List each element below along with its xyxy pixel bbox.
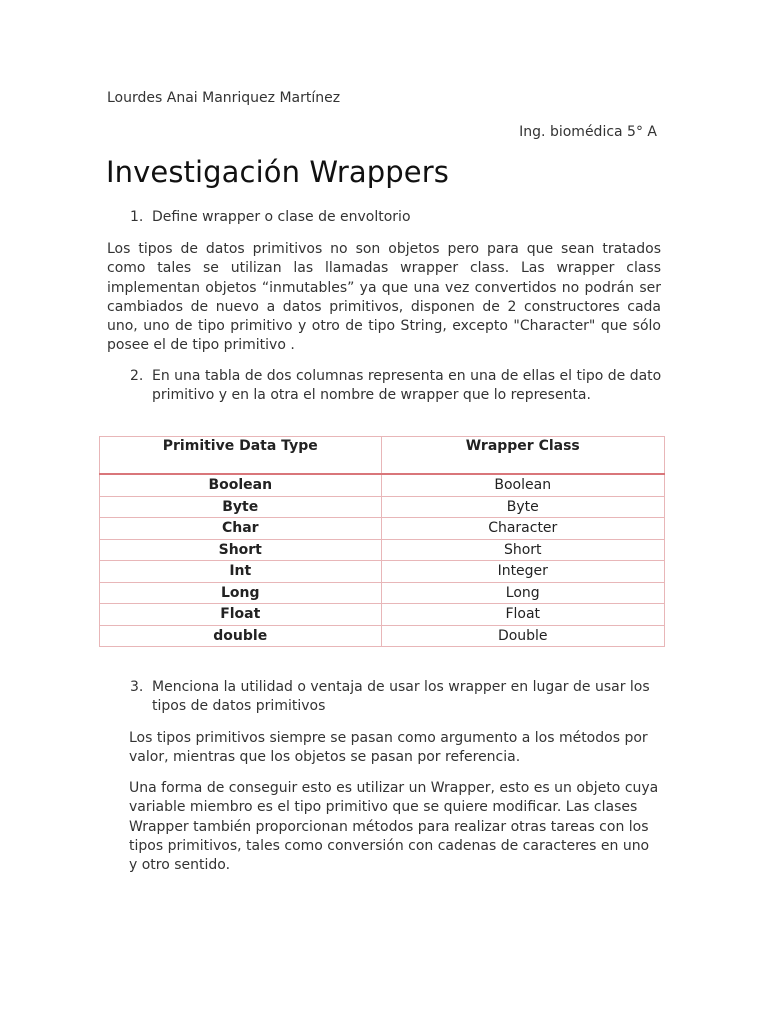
primitive-type-cell: Char xyxy=(100,518,382,540)
primitive-type-cell: Long xyxy=(100,582,382,604)
wrapper-class-cell: Integer xyxy=(381,561,665,583)
primitive-type-cell: Short xyxy=(100,539,382,561)
question-1 xyxy=(130,208,670,227)
answer-1-paragraph: Los tipos de datos primitivos no son objetos pero para que sean tratados como tales se utilizan las llamadas wrapper class. Las wrapper class implementan objetos “inmutables” ya que una vez convertidos no podrán ser cambiados de nuevo a datos primitivos, disponen de 2 constructores cada uno, uno de tipo primitivo y otro de tipo String, excepto "Character" que sólo posee el de tipo primitivo . xyxy=(107,241,661,354)
question-number: 2. xyxy=(130,368,144,384)
question-text: Define wrapper o clase de envoltorio xyxy=(152,209,411,225)
question-number: 1. xyxy=(130,209,144,225)
column-header-wrapper: Wrapper Class xyxy=(381,437,665,475)
table-row xyxy=(100,625,665,647)
wrapper-class-cell: Byte xyxy=(381,496,665,518)
table-row xyxy=(100,561,665,583)
wrapper-table xyxy=(99,436,665,647)
table-row xyxy=(100,518,665,540)
question-number: 3. xyxy=(130,679,144,695)
question-text: Menciona la utilidad o ventaja de usar los wrapper en lugar de usar los tipos de datos primitivos xyxy=(152,679,650,714)
table-row xyxy=(100,539,665,561)
answer-3-paragraph-1: Los tipos primitivos siempre se pasan como argumento a los métodos por valor, mientras que los objetos se pasan por referencia. xyxy=(129,730,648,766)
question-3 xyxy=(130,678,650,716)
wrapper-class-cell: Character xyxy=(381,518,665,540)
question-text: En una tabla de dos columnas representa en una de ellas el tipo de dato primitivo y en la otra el nombre de wrapper que lo representa. xyxy=(152,368,662,403)
wrapper-class-cell: Long xyxy=(381,582,665,604)
primitive-type-cell: Int xyxy=(100,561,382,583)
primitive-type-cell: Boolean xyxy=(100,474,382,496)
table-row xyxy=(100,496,665,518)
table-row xyxy=(100,474,665,496)
primitive-type-cell: Byte xyxy=(100,496,382,518)
column-header-primitive: Primitive Data Type xyxy=(100,437,382,475)
table-header-row xyxy=(100,437,665,475)
answer-3-paragraph-2: Una forma de conseguir esto es utilizar un Wrapper, esto es un objeto cuya variable miembro es el tipo primitivo que se quiere modificar. Las clases Wrapper también proporcionan métodos para realizar otras tareas con los tipos primitivos, tales como conversión con cadenas de caracteres en uno y otro sentido. xyxy=(129,780,659,874)
primitive-type-cell: Float xyxy=(100,604,382,626)
author-affiliation: Ing. biomédica 5° A xyxy=(519,124,657,140)
table-row xyxy=(100,582,665,604)
document-title: Investigación Wrappers xyxy=(106,155,449,189)
table-row xyxy=(100,604,665,626)
wrapper-class-cell: Double xyxy=(381,625,665,647)
primitive-type-cell: double xyxy=(100,625,382,647)
question-2 xyxy=(130,367,662,405)
author-name: Lourdes Anai Manriquez Martínez xyxy=(107,90,341,106)
wrapper-class-cell: Boolean xyxy=(381,474,665,496)
wrapper-class-cell: Short xyxy=(381,539,665,561)
wrapper-class-cell: Float xyxy=(381,604,665,626)
